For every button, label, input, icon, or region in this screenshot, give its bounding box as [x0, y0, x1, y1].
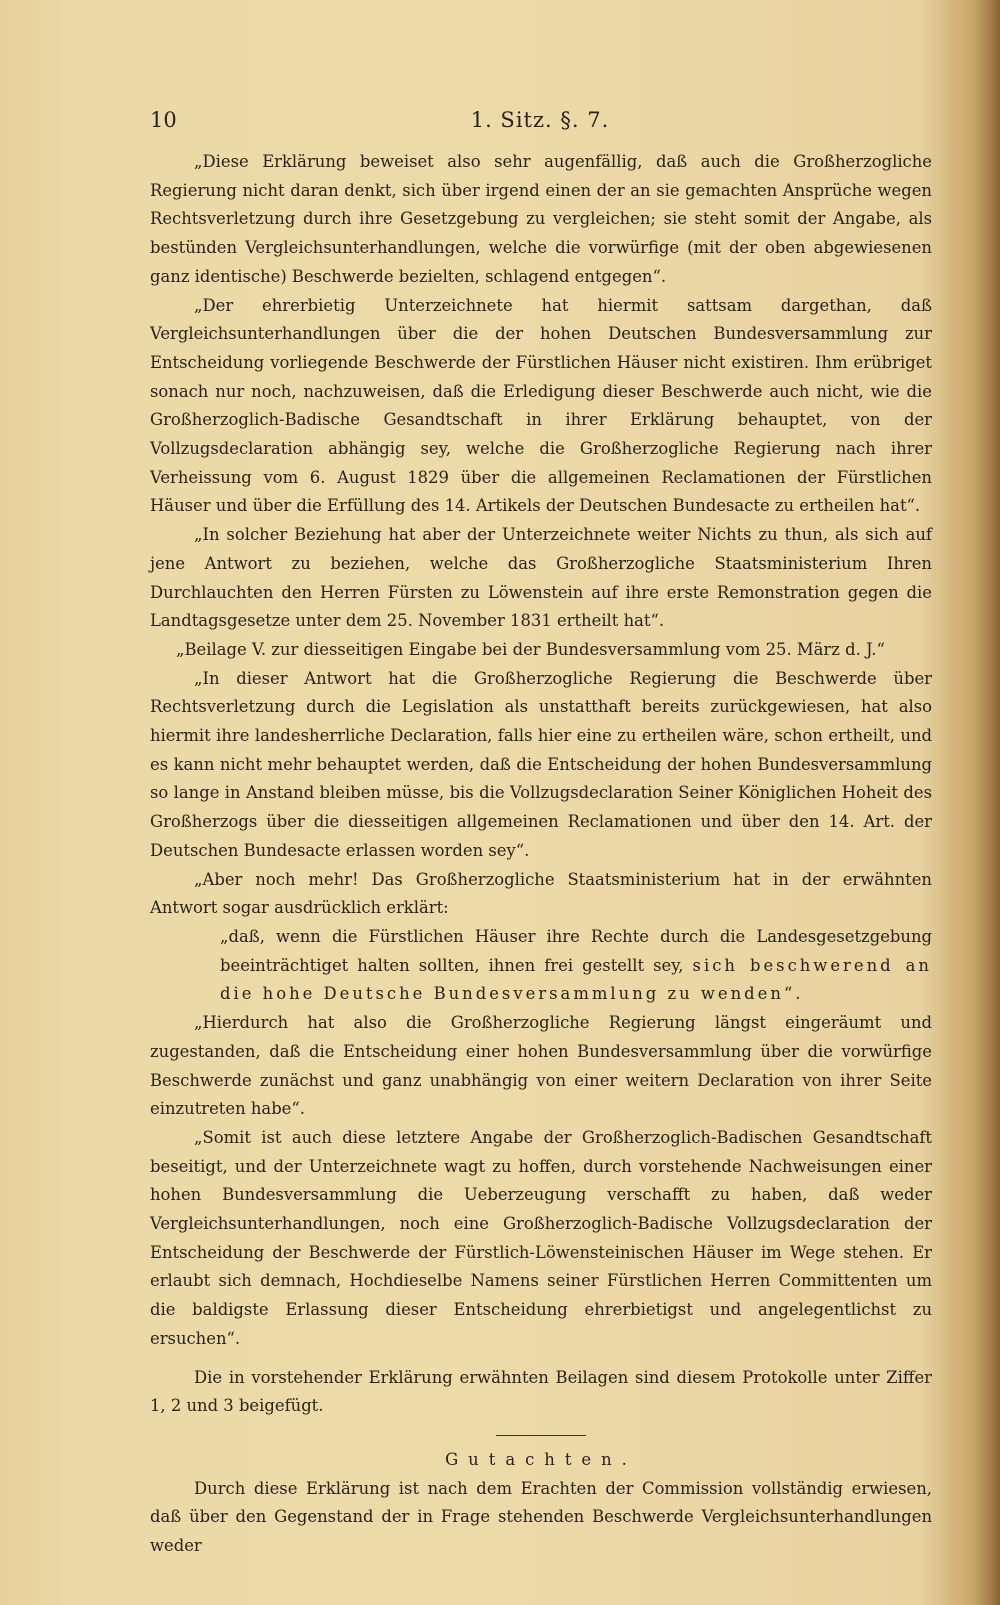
running-head: 1. Sitz. §. 7. — [470, 108, 610, 132]
paragraph: „Der ehrerbietig Unterzeichnete hat hiermit sattsam dargethan, daß Vergleichsunterhandlungen über die der hohen Deutschen Bundesversammlung zur Entscheidung vorliegende Beschwerde der Fürstlichen Häuser nicht existiren. Ihm erübriget sonach nur noch, nachzuweisen, daß die Erledigung dieser Beschwerde auch nicht, wie die Großherzoglich-Badische Gesandtschaft in ihrer Erklärung behauptet, von der Vollzugsdeclaration abhängig sey, welche die Großherzogliche Regierung nach ihrer Verheissung vom 6. August 1829 über die allgemeinen Reclamationen der Fürstlichen Häuser und über die Erfüllung des 14. Artikels der Deutschen Bundesacte zu ertheilen hat“. — [150, 295, 932, 516]
paragraph: „Diese Erklärung beweiset also sehr augenfällig, daß auch die Großherzogliche Regierung nicht daran denkt, sich über irgend einen der an sie gemachten Ansprüche wegen Rechtsverletzung durch ihre Gesetzgebung zu vergleichen; sie steht somit der Angabe, als bestünden Vergleichsunterhandlungen, welche die vorwürfige (mit der oben abgewiesenen ganz identische) Beschwerde bezielten, schlagend entgegen“. — [150, 152, 932, 286]
paragraph: „Somit ist auch diese letztere Angabe der Großherzoglich-Badischen Gesandtschaft beseitigt, und der Unterzeichnete wagt zu hoffen, durch vorstehende Nachweisungen einer hohen Bundesversammlung die Ueberzeugung verschafft zu haben, daß weder Vergleichsunterhandlungen, noch eine Großherzoglich-Badische Vollzugsdeclaration der Entscheidung der Beschwerde der Fürstlich-Löwensteinischen Häuser im Wege stehen. Er erlaubt sich demnach, Hochdieselbe Namens seiner Fürstlichen Herren Committenten um die baldigste Erlassung dieser Entscheidung ehrerbietigst und angelegentlichst zu ersuchen“. — [150, 1127, 932, 1348]
paragraph: „In dieser Antwort hat die Großherzogliche Regierung die Beschwerde über Rechtsverletzung durch die Legislation als unstatthaft bereits zurückgewiesen, hat also hiermit ihre landesherrliche Declaration, falls hier eine zu ertheilen wäre, schon ertheilt, und es kann nicht mehr behauptet werden, daß die Entscheidung der hohen Bundesversammlung so lange in Anstand bleiben müsse, bis die Vollzugsdeclaration Seiner Königlichen Hoheit des Großherzogs über die diesseitigen allgemeinen Reclamationen und über den 14. Art. der Deutschen Bundesacte erlassen worden sey“. — [150, 668, 932, 860]
attachments-note: Die in vorstehender Erklärung erwähnten Beilagen sind diesem Protokolle unter Ziffer 1, 2 und 3 beigefügt. — [150, 1367, 932, 1416]
page-number: 10 — [150, 108, 177, 132]
paragraph: „Aber noch mehr! Das Großherzogliche Staatsministerium hat in der erwähnten Antwort sogar ausdrücklich erklärt: — [150, 869, 932, 918]
page-edge-shadow — [974, 0, 1000, 1605]
paragraph-beilage: „Beilage V. zur diesseitigen Eingabe bei der Bundesversammlung vom 25. März d. J.“ — [176, 639, 885, 659]
section-title: Gutachten. — [445, 1449, 637, 1469]
quote-lead: „daß, wenn die Fürstlichen Häuser ihre Rechte durch die Landesgesetzgebung beeinträchtiget halten sollten, ihnen frei gestellt sey, — [220, 926, 932, 975]
page-header — [150, 108, 930, 138]
section-divider — [496, 1435, 586, 1436]
quote-emphasis: sich beschwerend an die hohe Deutsche Bundesversammlung zu wenden“. — [220, 955, 932, 1004]
block-quote — [220, 923, 932, 1009]
paragraph: „In solcher Beziehung hat aber der Unterzeichnete weiter Nichts zu thun, als sich auf jene Antwort zu beziehen, welche das Großherzogliche Staatsministerium Ihren Durchlauchten den Herren Fürsten zu Löwenstein auf ihre erste Remonstration gegen die Landtagsgesetze unter dem 25. November 1831 ertheilt hat“. — [150, 525, 932, 631]
gutachten-paragraph: Durch diese Erklärung ist nach dem Erachten der Commission vollständig erwiesen, daß über den Gegenstand der in Frage stehenden Beschwerde Vergleichsunterhandlungen weder — [150, 1478, 932, 1556]
page-body — [150, 148, 932, 1561]
paragraph: „Hierdurch hat also die Großherzogliche Regierung längst eingeräumt und zugestanden, daß die Entscheidung einer hohen Bundesversammlung über die vorwürfige Beschwerde zunächst und ganz unabhängig von einer weitern Declaration von ihrer Seite einzutreten habe“. — [150, 1013, 932, 1119]
